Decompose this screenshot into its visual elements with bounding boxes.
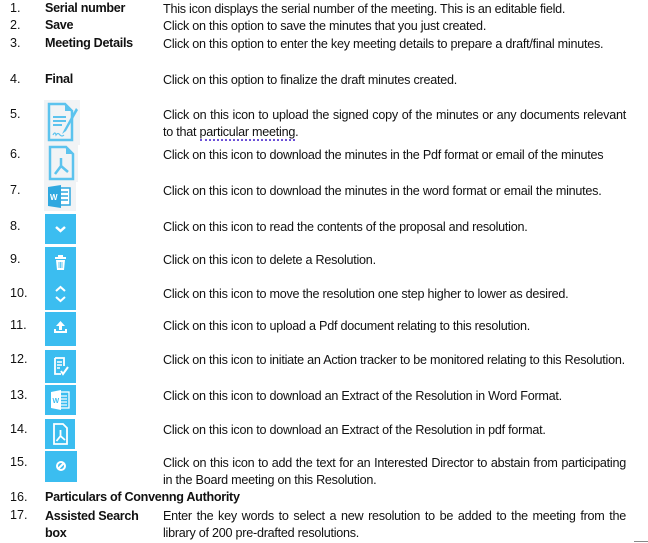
word-extract-icon[interactable]: [45, 385, 76, 415]
item-number: 6.: [10, 147, 21, 161]
item-label: Assisted Search box: [45, 509, 139, 540]
trash-icon[interactable]: [45, 247, 76, 279]
item-description: This icon displays the serial number of the meeting. This is an editable field.: [163, 2, 566, 16]
item-description: Click on this icon to delete a Resolution.: [163, 253, 376, 267]
page-corner-mark: [634, 541, 648, 542]
item-description: Enter the key words to select a new resolution to be added to the meeting from the library of 200 pre-drafted resolutions.: [163, 509, 626, 540]
move-up-down-icon[interactable]: [45, 279, 76, 310]
item-label: Save: [45, 18, 74, 32]
item-description: Click on this option to finalize the draft minutes created.: [163, 73, 457, 87]
item-label: Final: [45, 72, 73, 86]
item-number: 9.: [10, 252, 21, 266]
item-number: 11.: [10, 318, 27, 332]
item-number: 17.: [10, 508, 28, 522]
item-description: Click on this icon to download the minutes in the Pdf format or email of the minutes: [163, 148, 604, 162]
item-number: 4.: [10, 72, 21, 86]
upload-icon[interactable]: [45, 312, 76, 346]
item-description: Click on this option to save the minutes that you just created.: [163, 19, 487, 33]
item-label: Particulars of Convenng Authority: [45, 490, 240, 504]
item-number: 15.: [10, 455, 28, 469]
item-description: Click on this icon to upload a Pdf document relating to this resolution.: [163, 319, 531, 333]
item-number: 8.: [10, 219, 21, 233]
item-description: Click on this icon to download an Extract of the Resolution in pdf format.: [163, 423, 546, 437]
item-number: 2.: [10, 18, 21, 32]
chevron-down-icon[interactable]: [45, 214, 76, 244]
item-number: 14.: [10, 422, 28, 436]
pdf-file-icon[interactable]: [44, 144, 78, 182]
item-description: Click on this icon to initiate an Action tracker to be monitored relating to this Resolution.: [163, 353, 625, 367]
item-number: 12.: [10, 352, 28, 366]
item-description: Click on this icon to download an Extract of the Resolution in Word Format.: [163, 389, 562, 403]
item-label: Serial number: [45, 1, 126, 15]
item-number: 10.: [10, 286, 28, 300]
pdf-extract-icon[interactable]: [45, 419, 75, 449]
item-number: 13.: [10, 388, 28, 402]
spellcheck-underlined-text: particular meeting: [199, 125, 296, 139]
abstain-icon[interactable]: [45, 451, 77, 482]
item-number: 16.: [10, 490, 28, 504]
svg-text:W: W: [52, 398, 60, 405]
item-description: Click on this icon to download the minutes in the word format or email the minutes.: [163, 184, 602, 198]
item-label: Meeting Details: [45, 36, 133, 50]
item-description: Click on this icon to upload the signed copy of the minutes or any documents relevant to that particular meeting.: [163, 108, 626, 139]
action-tracker-icon[interactable]: [45, 350, 76, 383]
item-description: Click on this option to enter the key meeting details to prepare a draft/final minutes.: [163, 37, 604, 51]
signed-document-upload-icon[interactable]: [44, 100, 80, 145]
item-number: 1.: [10, 1, 21, 15]
word-file-icon[interactable]: [44, 181, 76, 211]
svg-text:W: W: [50, 193, 58, 202]
item-description: Click on this icon to read the contents of the proposal and resolution.: [163, 220, 528, 234]
item-number: 5.: [10, 107, 21, 121]
item-number: 3.: [10, 36, 21, 50]
item-number: 7.: [10, 183, 21, 197]
item-description: Click on this icon to move the resolution one step higher to lower as desired.: [163, 287, 569, 301]
item-description: Click on this icon to add the text for an Interested Director to abstain from participating in the Board meeting on this Resolution.: [163, 456, 626, 487]
